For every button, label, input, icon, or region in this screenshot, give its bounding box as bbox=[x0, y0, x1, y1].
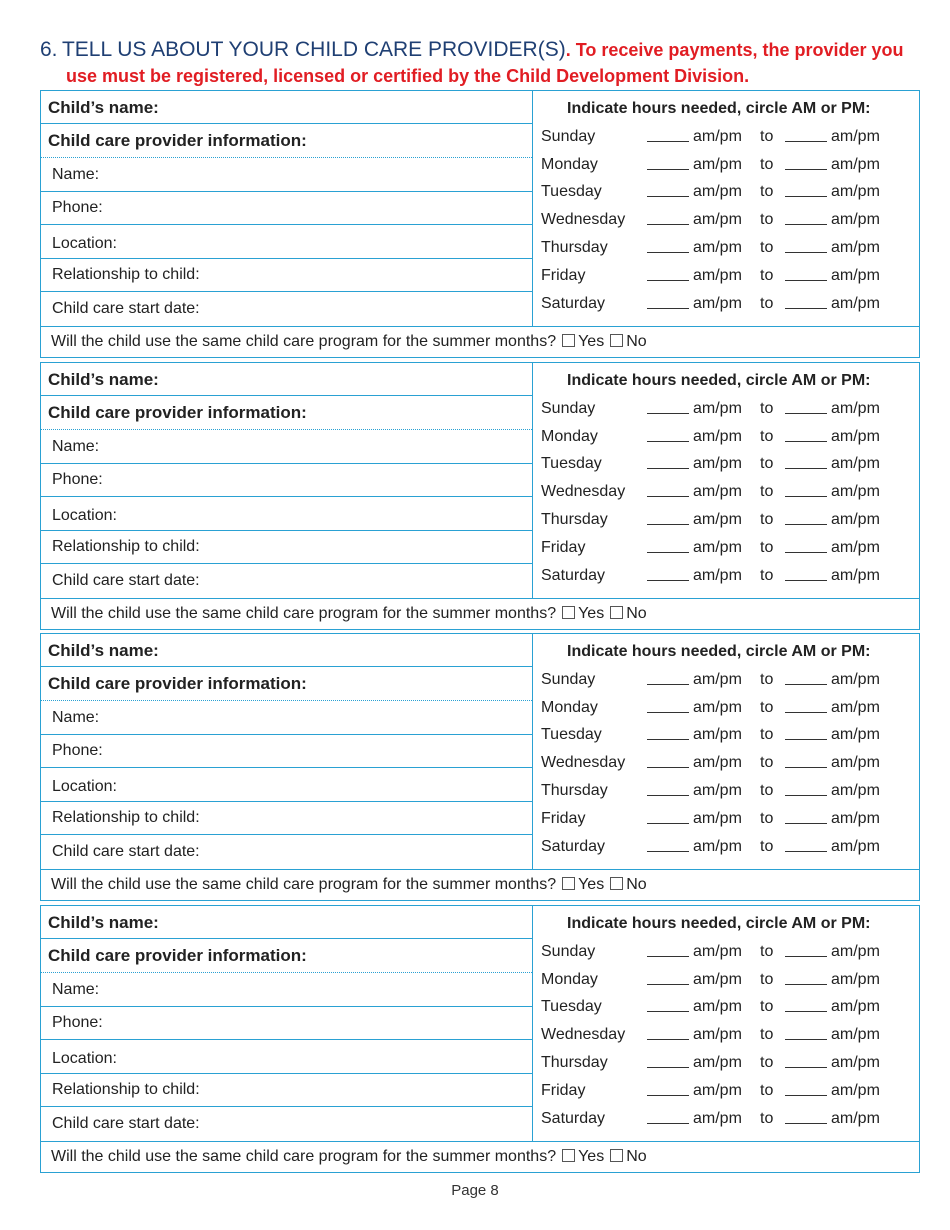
end-time-blank[interactable] bbox=[785, 441, 827, 442]
start-ampm[interactable]: am/pm bbox=[693, 428, 742, 445]
no-label: No bbox=[626, 333, 647, 350]
day-row bbox=[541, 454, 911, 482]
end-time-blank[interactable] bbox=[785, 739, 827, 740]
start-ampm[interactable]: am/pm bbox=[693, 699, 742, 716]
end-ampm[interactable]: am/pm bbox=[831, 971, 880, 988]
to-label: to bbox=[760, 511, 774, 528]
to-label: to bbox=[760, 400, 774, 417]
end-ampm[interactable]: am/pm bbox=[831, 211, 880, 228]
summer-question-row bbox=[41, 869, 919, 900]
summer-question: Will the child use the same child care program for the summer months? bbox=[51, 876, 557, 893]
start-time-blank[interactable] bbox=[647, 795, 689, 796]
start-ampm[interactable]: am/pm bbox=[693, 128, 742, 145]
to-label: to bbox=[760, 782, 774, 799]
to-label: to bbox=[760, 754, 774, 771]
day-label: Saturday bbox=[541, 1110, 606, 1127]
provider-info-heading bbox=[41, 396, 532, 430]
provider-info-label: Child care provider information: bbox=[48, 946, 307, 965]
end-ampm[interactable]: am/pm bbox=[831, 295, 880, 312]
end-time-blank[interactable] bbox=[785, 141, 827, 142]
provider-location-label: Location: bbox=[52, 507, 117, 524]
relationship-field[interactable] bbox=[41, 802, 532, 835]
day-label: Wednesday bbox=[541, 211, 626, 228]
end-ampm[interactable]: am/pm bbox=[831, 943, 880, 960]
provider-location-field[interactable] bbox=[41, 225, 532, 259]
start-time-blank[interactable] bbox=[647, 252, 689, 253]
day-row bbox=[541, 1081, 911, 1109]
start-ampm[interactable]: am/pm bbox=[693, 671, 742, 688]
start-time-blank[interactable] bbox=[647, 496, 689, 497]
to-label: to bbox=[760, 699, 774, 716]
end-time-blank[interactable] bbox=[785, 851, 827, 852]
end-time-blank[interactable] bbox=[785, 224, 827, 225]
end-time-blank[interactable] bbox=[785, 712, 827, 713]
start-ampm[interactable]: am/pm bbox=[693, 1054, 742, 1071]
day-row bbox=[541, 942, 911, 970]
end-time-blank[interactable] bbox=[785, 684, 827, 685]
start-ampm[interactable]: am/pm bbox=[693, 726, 742, 743]
provider-name-field[interactable] bbox=[41, 430, 532, 464]
start-time-blank[interactable] bbox=[647, 441, 689, 442]
start-time-blank[interactable] bbox=[647, 823, 689, 824]
day-label: Friday bbox=[541, 1082, 586, 1099]
end-ampm[interactable]: am/pm bbox=[831, 754, 880, 771]
to-label: to bbox=[760, 128, 774, 145]
day-row bbox=[541, 566, 911, 594]
end-ampm[interactable]: am/pm bbox=[831, 400, 880, 417]
provider-name-field[interactable] bbox=[41, 973, 532, 1007]
section-number: 6. bbox=[40, 38, 58, 61]
to-label: to bbox=[760, 239, 774, 256]
summer-question-row bbox=[41, 1141, 919, 1172]
provider-info-label: Child care provider information: bbox=[48, 131, 307, 150]
day-row bbox=[541, 266, 911, 294]
to-label: to bbox=[760, 1110, 774, 1127]
day-row bbox=[541, 1053, 911, 1081]
hours-panel bbox=[533, 363, 919, 598]
section-note-line2: use must be registered, licensed or certified by the Child Development Division. bbox=[66, 66, 750, 86]
start-ampm[interactable]: am/pm bbox=[693, 211, 742, 228]
day-row bbox=[541, 970, 911, 998]
childs-name-label: Child’s name: bbox=[48, 98, 159, 117]
yes-label: Yes bbox=[578, 333, 605, 350]
day-row bbox=[541, 127, 911, 155]
end-time-blank[interactable] bbox=[785, 280, 827, 281]
no-checkbox[interactable] bbox=[610, 877, 623, 890]
to-label: to bbox=[760, 671, 774, 688]
day-label: Sunday bbox=[541, 671, 596, 688]
end-time-blank[interactable] bbox=[785, 580, 827, 581]
end-time-blank[interactable] bbox=[785, 1067, 827, 1068]
no-checkbox[interactable] bbox=[610, 334, 623, 347]
relationship-label: Relationship to child: bbox=[52, 809, 200, 826]
provider-info-panel bbox=[41, 363, 533, 598]
day-label: Thursday bbox=[541, 239, 608, 256]
start-time-blank[interactable] bbox=[647, 196, 689, 197]
provider-name-label: Name: bbox=[52, 166, 100, 183]
no-label: No bbox=[626, 876, 647, 893]
day-row bbox=[541, 210, 911, 238]
childs-name-field[interactable] bbox=[41, 363, 532, 396]
end-time-blank[interactable] bbox=[785, 1039, 827, 1040]
start-ampm[interactable]: am/pm bbox=[693, 998, 742, 1015]
end-ampm[interactable]: am/pm bbox=[831, 782, 880, 799]
end-ampm[interactable]: am/pm bbox=[831, 511, 880, 528]
day-label: Tuesday bbox=[541, 183, 602, 200]
day-label: Saturday bbox=[541, 567, 606, 584]
start-ampm[interactable]: am/pm bbox=[693, 1110, 742, 1127]
end-ampm[interactable]: am/pm bbox=[831, 239, 880, 256]
yes-label: Yes bbox=[578, 605, 605, 622]
relationship-field[interactable] bbox=[41, 531, 532, 564]
provider-location-field[interactable] bbox=[41, 768, 532, 802]
day-label: Tuesday bbox=[541, 998, 602, 1015]
provider-phone-label: Phone: bbox=[52, 1014, 103, 1031]
start-date-field[interactable] bbox=[41, 1107, 532, 1141]
day-label: Sunday bbox=[541, 128, 596, 145]
end-time-blank[interactable] bbox=[785, 795, 827, 796]
day-row bbox=[541, 1025, 911, 1053]
summer-question: Will the child use the same child care program for the summer months? bbox=[51, 605, 557, 622]
provider-name-field[interactable] bbox=[41, 158, 532, 192]
provider-phone-field[interactable] bbox=[41, 464, 532, 497]
start-time-blank[interactable] bbox=[647, 580, 689, 581]
day-row bbox=[541, 294, 911, 322]
start-ampm[interactable]: am/pm bbox=[693, 156, 742, 173]
end-ampm[interactable]: am/pm bbox=[831, 1026, 880, 1043]
start-time-blank[interactable] bbox=[647, 308, 689, 309]
provider-phone-label: Phone: bbox=[52, 471, 103, 488]
hours-panel bbox=[533, 91, 919, 326]
day-label: Friday bbox=[541, 539, 586, 556]
provider-location-label: Location: bbox=[52, 235, 117, 252]
day-row bbox=[541, 238, 911, 266]
childs-name-field[interactable] bbox=[41, 634, 532, 667]
hours-title: Indicate hours needed, circle AM or PM: bbox=[567, 643, 871, 660]
start-time-blank[interactable] bbox=[647, 468, 689, 469]
relationship-label: Relationship to child: bbox=[52, 1081, 200, 1098]
provider-info-panel bbox=[41, 91, 533, 326]
start-time-blank[interactable] bbox=[647, 169, 689, 170]
provider-phone-label: Phone: bbox=[52, 742, 103, 759]
day-label: Sunday bbox=[541, 400, 596, 417]
to-label: to bbox=[760, 838, 774, 855]
to-label: to bbox=[760, 810, 774, 827]
day-label: Saturday bbox=[541, 838, 606, 855]
start-ampm[interactable]: am/pm bbox=[693, 483, 742, 500]
day-label: Monday bbox=[541, 971, 598, 988]
day-label: Wednesday bbox=[541, 1026, 626, 1043]
day-row bbox=[541, 510, 911, 538]
no-checkbox[interactable] bbox=[610, 1149, 623, 1162]
to-label: to bbox=[760, 211, 774, 228]
start-date-label: Child care start date: bbox=[52, 572, 200, 589]
to-label: to bbox=[760, 455, 774, 472]
day-label: Wednesday bbox=[541, 483, 626, 500]
no-label: No bbox=[626, 1148, 647, 1165]
start-time-blank[interactable] bbox=[647, 1039, 689, 1040]
start-ampm[interactable]: am/pm bbox=[693, 782, 742, 799]
childs-name-field[interactable] bbox=[41, 91, 532, 124]
end-time-blank[interactable] bbox=[785, 308, 827, 309]
end-ampm[interactable]: am/pm bbox=[831, 128, 880, 145]
start-time-blank[interactable] bbox=[647, 224, 689, 225]
start-time-blank[interactable] bbox=[647, 1123, 689, 1124]
day-label: Thursday bbox=[541, 1054, 608, 1071]
day-row bbox=[541, 670, 911, 698]
day-row bbox=[541, 809, 911, 837]
end-ampm[interactable]: am/pm bbox=[831, 567, 880, 584]
provider-phone-label: Phone: bbox=[52, 199, 103, 216]
day-row bbox=[541, 482, 911, 510]
provider-name-label: Name: bbox=[52, 981, 100, 998]
end-ampm[interactable]: am/pm bbox=[831, 455, 880, 472]
relationship-field[interactable] bbox=[41, 259, 532, 292]
day-row bbox=[541, 155, 911, 183]
end-ampm[interactable]: am/pm bbox=[831, 156, 880, 173]
day-row bbox=[541, 997, 911, 1025]
start-ampm[interactable]: am/pm bbox=[693, 971, 742, 988]
provider-info-panel bbox=[41, 634, 533, 869]
start-date-label: Child care start date: bbox=[52, 1115, 200, 1132]
start-ampm[interactable]: am/pm bbox=[693, 295, 742, 312]
to-label: to bbox=[760, 183, 774, 200]
provider-block bbox=[40, 905, 920, 1173]
summer-question-row bbox=[41, 326, 919, 357]
end-ampm[interactable]: am/pm bbox=[831, 699, 880, 716]
provider-phone-field[interactable] bbox=[41, 735, 532, 768]
end-ampm[interactable]: am/pm bbox=[831, 183, 880, 200]
end-ampm[interactable]: am/pm bbox=[831, 810, 880, 827]
start-ampm[interactable]: am/pm bbox=[693, 1026, 742, 1043]
no-label: No bbox=[626, 605, 647, 622]
end-ampm[interactable]: am/pm bbox=[831, 1054, 880, 1071]
to-label: to bbox=[760, 483, 774, 500]
provider-location-label: Location: bbox=[52, 778, 117, 795]
yes-checkbox[interactable] bbox=[562, 606, 575, 619]
end-time-blank[interactable] bbox=[785, 552, 827, 553]
start-date-field[interactable] bbox=[41, 292, 532, 326]
to-label: to bbox=[760, 1026, 774, 1043]
day-label: Monday bbox=[541, 428, 598, 445]
provider-info-label: Child care provider information: bbox=[48, 403, 307, 422]
relationship-label: Relationship to child: bbox=[52, 266, 200, 283]
day-row bbox=[541, 399, 911, 427]
start-ampm[interactable]: am/pm bbox=[693, 943, 742, 960]
end-time-blank[interactable] bbox=[785, 1011, 827, 1012]
start-time-blank[interactable] bbox=[647, 552, 689, 553]
to-label: to bbox=[760, 726, 774, 743]
page-number: Page 8 bbox=[451, 1182, 499, 1199]
end-time-blank[interactable] bbox=[785, 196, 827, 197]
hours-title: Indicate hours needed, circle AM or PM: bbox=[567, 100, 871, 117]
day-row bbox=[541, 182, 911, 210]
start-time-blank[interactable] bbox=[647, 712, 689, 713]
hours-title: Indicate hours needed, circle AM or PM: bbox=[567, 372, 871, 389]
start-time-blank[interactable] bbox=[647, 1095, 689, 1096]
end-time-blank[interactable] bbox=[785, 984, 827, 985]
day-label: Thursday bbox=[541, 782, 608, 799]
to-label: to bbox=[760, 971, 774, 988]
provider-name-label: Name: bbox=[52, 709, 100, 726]
day-row bbox=[541, 753, 911, 781]
day-row bbox=[541, 837, 911, 865]
day-label: Friday bbox=[541, 810, 586, 827]
provider-location-label: Location: bbox=[52, 1050, 117, 1067]
provider-block bbox=[40, 362, 920, 630]
start-time-blank[interactable] bbox=[647, 280, 689, 281]
end-time-blank[interactable] bbox=[785, 169, 827, 170]
start-time-blank[interactable] bbox=[647, 524, 689, 525]
day-label: Saturday bbox=[541, 295, 606, 312]
summer-question: Will the child use the same child care program for the summer months? bbox=[51, 1148, 557, 1165]
start-time-blank[interactable] bbox=[647, 767, 689, 768]
start-time-blank[interactable] bbox=[647, 1067, 689, 1068]
yes-label: Yes bbox=[578, 876, 605, 893]
childs-name-field[interactable] bbox=[41, 906, 532, 939]
to-label: to bbox=[760, 1082, 774, 1099]
start-ampm[interactable]: am/pm bbox=[693, 754, 742, 771]
end-ampm[interactable]: am/pm bbox=[831, 726, 880, 743]
end-time-blank[interactable] bbox=[785, 1123, 827, 1124]
end-ampm[interactable]: am/pm bbox=[831, 483, 880, 500]
start-ampm[interactable]: am/pm bbox=[693, 539, 742, 556]
to-label: to bbox=[760, 1054, 774, 1071]
to-label: to bbox=[760, 567, 774, 584]
hours-panel bbox=[533, 634, 919, 869]
end-time-blank[interactable] bbox=[785, 413, 827, 414]
to-label: to bbox=[760, 998, 774, 1015]
provider-info-label: Child care provider information: bbox=[48, 674, 307, 693]
end-ampm[interactable]: am/pm bbox=[831, 267, 880, 284]
childs-name-label: Child’s name: bbox=[48, 641, 159, 660]
start-time-blank[interactable] bbox=[647, 684, 689, 685]
provider-block bbox=[40, 633, 920, 901]
start-time-blank[interactable] bbox=[647, 141, 689, 142]
start-ampm[interactable]: am/pm bbox=[693, 810, 742, 827]
start-time-blank[interactable] bbox=[647, 984, 689, 985]
summer-question: Will the child use the same child care program for the summer months? bbox=[51, 333, 557, 350]
start-date-field[interactable] bbox=[41, 564, 532, 598]
end-time-blank[interactable] bbox=[785, 468, 827, 469]
end-time-blank[interactable] bbox=[785, 767, 827, 768]
day-label: Monday bbox=[541, 699, 598, 716]
start-ampm[interactable]: am/pm bbox=[693, 183, 742, 200]
provider-name-field[interactable] bbox=[41, 701, 532, 735]
yes-checkbox[interactable] bbox=[562, 334, 575, 347]
day-label: Monday bbox=[541, 156, 598, 173]
childs-name-label: Child’s name: bbox=[48, 913, 159, 932]
end-ampm[interactable]: am/pm bbox=[831, 838, 880, 855]
relationship-field[interactable] bbox=[41, 1074, 532, 1107]
end-time-blank[interactable] bbox=[785, 496, 827, 497]
provider-phone-field[interactable] bbox=[41, 192, 532, 225]
summer-question-row bbox=[41, 598, 919, 629]
section-title: TELL US ABOUT YOUR CHILD CARE PROVIDER(S) bbox=[61, 38, 566, 61]
provider-info-heading bbox=[41, 124, 532, 158]
start-date-label: Child care start date: bbox=[52, 843, 200, 860]
start-ampm[interactable]: am/pm bbox=[693, 567, 742, 584]
section-note-line1: To receive payments, the provider you bbox=[575, 40, 904, 60]
start-ampm[interactable]: am/pm bbox=[693, 511, 742, 528]
provider-info-heading bbox=[41, 667, 532, 701]
to-label: to bbox=[760, 428, 774, 445]
start-ampm[interactable]: am/pm bbox=[693, 239, 742, 256]
end-time-blank[interactable] bbox=[785, 956, 827, 957]
start-ampm[interactable]: am/pm bbox=[693, 1082, 742, 1099]
end-time-blank[interactable] bbox=[785, 1095, 827, 1096]
end-time-blank[interactable] bbox=[785, 252, 827, 253]
provider-location-field[interactable] bbox=[41, 497, 532, 531]
section-heading: 6. TELL US ABOUT YOUR CHILD CARE PROVIDER(S). To receive payments, the provider you use must be registered, licensed or certified by the Child Development Division. bbox=[40, 38, 920, 88]
hours-panel bbox=[533, 906, 919, 1141]
provider-info-panel bbox=[41, 906, 533, 1141]
yes-label: Yes bbox=[578, 1148, 605, 1165]
end-time-blank[interactable] bbox=[785, 524, 827, 525]
day-row bbox=[541, 698, 911, 726]
end-ampm[interactable]: am/pm bbox=[831, 539, 880, 556]
start-ampm[interactable]: am/pm bbox=[693, 455, 742, 472]
day-row bbox=[541, 538, 911, 566]
provider-location-field[interactable] bbox=[41, 1040, 532, 1074]
to-label: to bbox=[760, 156, 774, 173]
no-checkbox[interactable] bbox=[610, 606, 623, 619]
to-label: to bbox=[760, 539, 774, 556]
provider-info-heading bbox=[41, 939, 532, 973]
childs-name-label: Child’s name: bbox=[48, 370, 159, 389]
start-time-blank[interactable] bbox=[647, 413, 689, 414]
to-label: to bbox=[760, 943, 774, 960]
day-label: Sunday bbox=[541, 943, 596, 960]
start-time-blank[interactable] bbox=[647, 739, 689, 740]
yes-checkbox[interactable] bbox=[562, 877, 575, 890]
day-row bbox=[541, 781, 911, 809]
day-row bbox=[541, 427, 911, 455]
day-row bbox=[541, 725, 911, 753]
start-time-blank[interactable] bbox=[647, 851, 689, 852]
to-label: to bbox=[760, 295, 774, 312]
start-time-blank[interactable] bbox=[647, 1011, 689, 1012]
start-ampm[interactable]: am/pm bbox=[693, 838, 742, 855]
start-date-field[interactable] bbox=[41, 835, 532, 869]
end-ampm[interactable]: am/pm bbox=[831, 428, 880, 445]
start-ampm[interactable]: am/pm bbox=[693, 267, 742, 284]
start-date-label: Child care start date: bbox=[52, 300, 200, 317]
day-row bbox=[541, 1109, 911, 1137]
relationship-label: Relationship to child: bbox=[52, 538, 200, 555]
day-label: Wednesday bbox=[541, 754, 626, 771]
end-ampm[interactable]: am/pm bbox=[831, 671, 880, 688]
end-time-blank[interactable] bbox=[785, 823, 827, 824]
provider-block bbox=[40, 90, 920, 358]
end-ampm[interactable]: am/pm bbox=[831, 1110, 880, 1127]
day-label: Tuesday bbox=[541, 455, 602, 472]
provider-phone-field[interactable] bbox=[41, 1007, 532, 1040]
day-label: Friday bbox=[541, 267, 586, 284]
end-ampm[interactable]: am/pm bbox=[831, 1082, 880, 1099]
end-ampm[interactable]: am/pm bbox=[831, 998, 880, 1015]
start-ampm[interactable]: am/pm bbox=[693, 400, 742, 417]
hours-title: Indicate hours needed, circle AM or PM: bbox=[567, 915, 871, 932]
day-label: Thursday bbox=[541, 511, 608, 528]
yes-checkbox[interactable] bbox=[562, 1149, 575, 1162]
start-time-blank[interactable] bbox=[647, 956, 689, 957]
to-label: to bbox=[760, 267, 774, 284]
day-label: Tuesday bbox=[541, 726, 602, 743]
provider-name-label: Name: bbox=[52, 438, 100, 455]
